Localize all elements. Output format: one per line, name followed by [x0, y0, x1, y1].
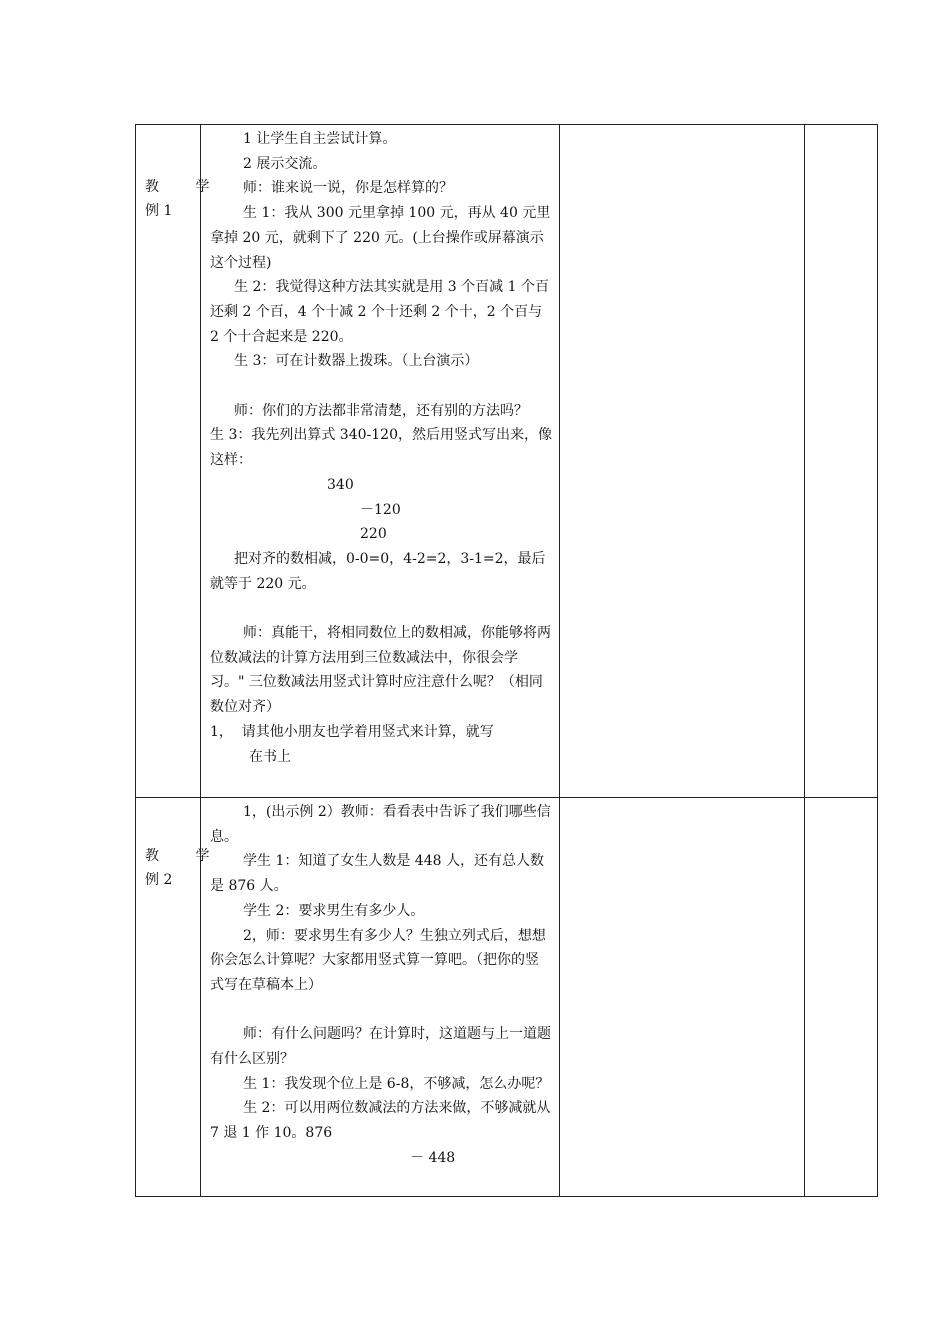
vertical-calc-line: 220: [360, 526, 387, 543]
empty-cell: [805, 125, 878, 798]
section-label-cell: [136, 798, 226, 1197]
text-paragraph: 生 1：我从 300 元里拿掉 100 元，再从 40 元里拿掉 20 元，就剩下了 220 元。(上台操作或屏幕演示这个过程): [210, 205, 551, 271]
empty-cell: [560, 125, 805, 798]
text-paragraph: 生 1：我发现个位上是 6-8，不够减，怎么办呢？: [243, 1075, 550, 1092]
content-cell: [201, 125, 560, 798]
text-paragraph: 师：有什么问题吗？在计算时，这道题与上一道题有什么区别？: [210, 1026, 551, 1068]
section-label-cell: [136, 125, 226, 798]
text-paragraph: 生 2：我觉得这种方法其实就是用 3 个百减 1 个百还剩 2 个百，4 个十减 2 个十还剩 2 个十，2 个百与 2 个十合起来是 220。: [210, 279, 549, 345]
section-label-line1: 教 学: [145, 179, 226, 195]
text-line: 生 3：可在计数器上拨珠。（上台演示）: [234, 353, 479, 370]
section-label-line2: 例 1: [145, 203, 173, 219]
lesson-plan-table: [135, 124, 878, 1197]
vertical-calc-line: 340: [327, 476, 354, 493]
table-row: [136, 798, 878, 1197]
text-paragraph: 生 2：可以用两位数减法的方法来做，不够减就从 7 退 1 作 10。876: [210, 1100, 551, 1142]
text-paragraph: 2，师：要求男生有多少人？生独立列式后，想想你会怎么计算呢？大家都用竖式算一算吧。（把你的竖式写在草稿本上）: [210, 927, 546, 993]
text-paragraph: 师：你们的方法都非常清楚，还有别的方法吗？: [234, 402, 528, 419]
text-line: 1， 请其他小朋友也学着用竖式来计算，就写: [210, 723, 494, 740]
content-cell: [201, 798, 560, 1197]
text-paragraph: 把对齐的数相减，0-0=0，4-2=2，3-1=2，最后就等于 220 元。: [210, 550, 546, 592]
text-line: 1 让学生自主尝试计算。: [243, 131, 397, 147]
text-line: 在书上: [249, 748, 291, 765]
text-paragraph: 生 3：我先列出算式 340-120，然后用竖式写出来，像这样：: [210, 427, 552, 469]
vertical-calc-line: －120: [360, 501, 401, 518]
section-label-line2: 例 2: [145, 872, 173, 888]
text-line: 学生 2：要求男生有多少人。: [243, 902, 425, 919]
text-paragraph: 学生 1：知道了女生人数是 448 人，还有总人数是 876 人。: [210, 853, 544, 895]
section-label-line1: 教 学: [145, 848, 226, 864]
text-line: 2 展示交流。: [243, 155, 327, 172]
empty-cell: [805, 798, 878, 1197]
text-paragraph: 1，(出示例 2）教师：看看表中告诉了我们哪些信息。: [210, 804, 551, 845]
table-row: [136, 125, 878, 798]
text-line: 师：谁来说一说，你是怎样算的？: [243, 180, 453, 197]
vertical-calc-line: － 448: [410, 1149, 456, 1166]
empty-cell: [560, 798, 805, 1197]
text-paragraph: 师：真能干，将相同数位上的数相减，你能够将两位数减法的计算方法用到三位数减法中，你很会学习。" 三位数减法用竖式计算时应注意什么呢？（相同数位对齐）: [210, 625, 551, 716]
